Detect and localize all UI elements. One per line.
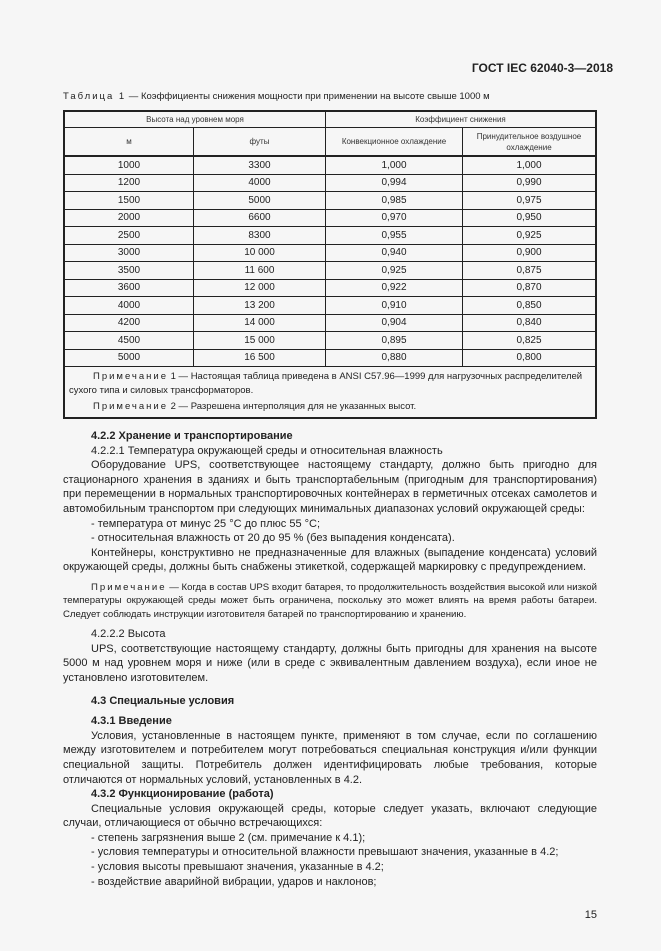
derating-table — [63, 110, 597, 419]
table-row — [64, 349, 596, 367]
table-cell: 0,904 — [326, 314, 463, 332]
table-cell: 0,850 — [463, 297, 597, 315]
page-content — [63, 0, 597, 951]
note-text: 1 — Настоящая таблица приведена в ANSI C57.96—1999 для нагрузочных распределителей сухого типа и силовых трансформаторов. — [69, 371, 583, 396]
document-id-header: ГОСТ IEC 62040-3—2018 — [471, 61, 613, 75]
table-cell: 2500 — [64, 227, 194, 245]
table-cell: 14 000 — [194, 314, 326, 332]
table-note-1 — [69, 370, 591, 398]
table-note-2 — [69, 400, 591, 414]
table-cell: 4000 — [194, 174, 326, 192]
table-cell: 5000 — [64, 349, 194, 367]
table-cell: 5000 — [194, 192, 326, 210]
table-cell: 4000 — [64, 297, 194, 315]
section-heading: 4.2.2 Хранение и транспортирование — [91, 430, 293, 442]
table-notes — [64, 367, 596, 419]
table-cell: 10 000 — [194, 244, 326, 262]
note-text: — Когда в состав UPS входит батарея, то продолжительность воздействия высокой или низкой температуры окружающей среды может быть ограничена, поскольку это может влиять на время работы батареи. Следует соблюдать инструкции изготовителя батарей по транспортированию и хранению. — [63, 581, 597, 620]
table-row — [64, 314, 596, 332]
page-number: 15 — [584, 909, 597, 922]
table-cell: 3000 — [64, 244, 194, 262]
table-cell: 0,895 — [326, 332, 463, 350]
subsection-heading: 4.3.1 Введение — [91, 715, 172, 728]
table-cell: 1,000 — [463, 156, 597, 174]
subsection-heading: 4.2.2.1 Температура окружающей среды и относительная влажность — [91, 444, 443, 457]
table-row — [64, 332, 596, 350]
paragraph: Специальные условия окружающей среды, которые следует указать, включают следующие случаи, отличающиеся от обычно встречающихся: — [63, 802, 597, 830]
table-cell: 0,870 — [463, 279, 597, 297]
note-label: Примечание — [91, 581, 167, 593]
table-caption-label: Таблица 1 — [63, 91, 127, 102]
table-cell: 6600 — [194, 209, 326, 227]
column-header-forced-air: Принудительное воздушное охлаждение — [463, 128, 597, 157]
table-row — [64, 244, 596, 262]
table-cell: 16 500 — [194, 349, 326, 367]
table-cell: 1200 — [64, 174, 194, 192]
table-row — [64, 209, 596, 227]
table-row — [64, 262, 596, 280]
table-cell: 4200 — [64, 314, 194, 332]
table-cell: 12 000 — [194, 279, 326, 297]
table-cell: 0,990 — [463, 174, 597, 192]
table-cell: 0,950 — [463, 209, 597, 227]
table-cell: 0,900 — [463, 244, 597, 262]
column-header-m: м — [64, 128, 194, 157]
table-cell: 0,875 — [463, 262, 597, 280]
group-header-coefficient: Коэффициент снижения — [326, 111, 597, 128]
list-item: - относительная влажность от 20 до 95 % (без выпадения конденсата). — [91, 532, 455, 545]
table-cell: 0,825 — [463, 332, 597, 350]
list-item: - воздействие аварийной вибрации, ударов и наклонов; — [91, 875, 377, 888]
table-cell: 0,910 — [326, 297, 463, 315]
paragraph: Условия, установленные в настоящем пункте, применяют в том случае, если по соглашению между изготовителем и потребителем могут потребоваться специальная конструкция и/или функции специальной защиты. Потребитель должен идентифицировать любые требования, которые отличаются от нормальных условий, установленных в 4.2. — [63, 729, 597, 786]
table-cell: 2000 — [64, 209, 194, 227]
table-cell: 0,800 — [463, 349, 597, 367]
table-cell: 0,955 — [326, 227, 463, 245]
table-cell: 3600 — [64, 279, 194, 297]
table-cell: 0,940 — [326, 244, 463, 262]
table-cell: 11 600 — [194, 262, 326, 280]
table-cell: 0,994 — [326, 174, 463, 192]
note — [63, 581, 597, 621]
table-cell: 4500 — [64, 332, 194, 350]
table-cell: 1500 — [64, 192, 194, 210]
paragraph: Оборудование UPS, соответствующее настоящему стандарту, должно быть пригодно для стационарного хранения в зданиях и быть транспортабельным (пригодным для транспортирования) при перемещении в нормальных транспортировочных контейнерах в герметичных отсеках самолетов и автомобильным транспортом при следующих минимальных диапазонах условий окружающей среды: — [63, 459, 597, 515]
subsection-heading: 4.2.2.2 Высота — [91, 628, 166, 641]
table-cell: 15 000 — [194, 332, 326, 350]
table-cell: 0,985 — [326, 192, 463, 210]
table-cell: 0,840 — [463, 314, 597, 332]
table-cell: 0,880 — [326, 349, 463, 367]
paragraph: Контейнеры, конструктивно не предназначенные для влажных (выпадение конденсата) условий окружающей среды, должны быть снабжены этикеткой, содержащей маркировку с предупреждением. — [63, 546, 597, 574]
subsection-heading: 4.3.2 Функционирование (работа) — [91, 788, 274, 801]
table-cell: 3500 — [64, 262, 194, 280]
table-cell: 13 200 — [194, 297, 326, 315]
table-cell: 8300 — [194, 227, 326, 245]
table-cell: 0,925 — [463, 227, 597, 245]
table-cell: 0,925 — [326, 262, 463, 280]
table-row — [64, 297, 596, 315]
group-header-altitude: Высота над уровнем моря — [64, 111, 326, 128]
section-4-2-2 — [63, 429, 597, 686]
note-label: Примечание — [93, 401, 168, 412]
list-item: - степень загрязнения выше 2 (см. примечание к 4.1); — [91, 831, 366, 844]
table-row — [64, 227, 596, 245]
table-row — [64, 279, 596, 297]
table-cell: 3300 — [194, 156, 326, 174]
note-label: Примечание — [93, 371, 168, 382]
table-cell: 0,975 — [463, 192, 597, 210]
table-row — [64, 174, 596, 192]
table-cell: 1000 — [64, 156, 194, 174]
list-item: - условия высоты превышают значения, указанные в 4.2; — [91, 861, 384, 874]
table-caption — [63, 91, 597, 102]
table-cell: 1,000 — [326, 156, 463, 174]
table-row — [64, 156, 596, 174]
section-heading: 4.3 Специальные условия — [91, 694, 235, 707]
list-item: - температура от минус 25 °С до плюс 55 °С; — [91, 517, 321, 530]
section-4-3 — [63, 694, 597, 890]
column-header-convection: Конвекционное охлаждение — [326, 128, 463, 157]
column-header-feet: футы — [194, 128, 326, 157]
note-text: 2 — Разрешена интерполяция для не указанных высот. — [168, 401, 417, 412]
table-caption-text: — Коэффициенты снижения мощности при применении на высоте свыше 1000 м — [126, 91, 490, 102]
paragraph: UPS, соответствующие настоящему стандарту, должны быть пригодны для хранения на высоте 5000 м над уровнем моря и ниже (или в среде с эквивалентным давлением воздуха), если иное не установлено изготовителем. — [63, 642, 597, 684]
table-cell: 0,922 — [326, 279, 463, 297]
list-item: - условия температуры и относительной влажности превышают значения, указанные в 4.2; — [91, 846, 559, 859]
table-row — [64, 192, 596, 210]
table-cell: 0,970 — [326, 209, 463, 227]
